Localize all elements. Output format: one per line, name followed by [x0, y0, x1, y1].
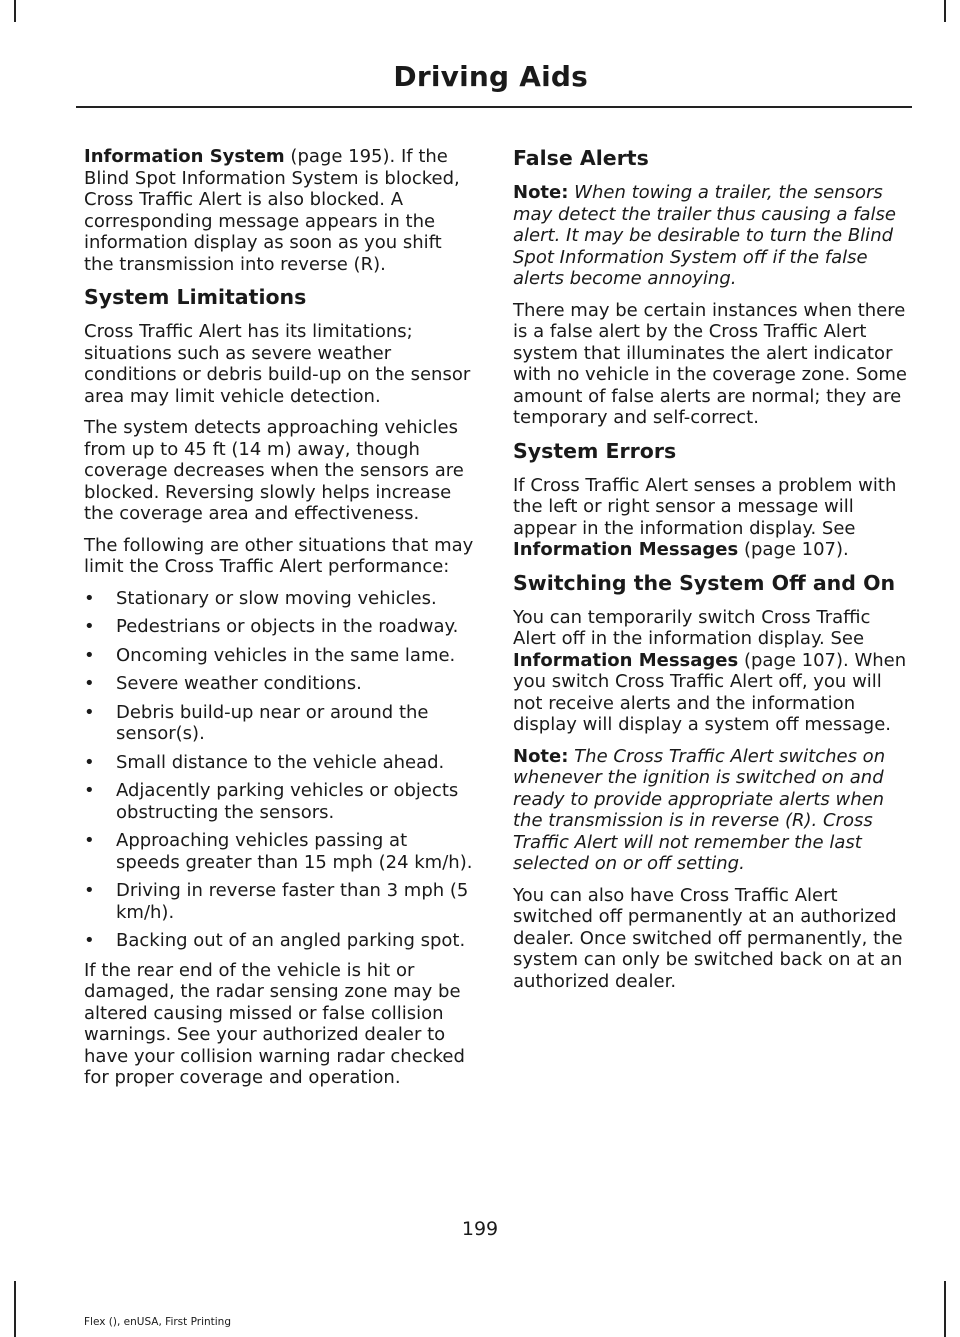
left-column: [84, 146, 476, 1099]
limitations-list: [84, 588, 476, 952]
section-heading-switching: Switching the System Off and On: [513, 570, 896, 595]
switching-ref-link[interactable]: Information Messages: [513, 649, 739, 671]
list-item: • Approaching vehicles passing at speeds greater than 15 mph (24 km/h).: [84, 830, 473, 873]
list-item: • Oncoming vehicles in the same lame.: [84, 644, 456, 666]
false-alerts-p1: There may be certain instances when there is a false alert by the Cross Traffic Alert system that illuminates the alert indicator with no vehicle in the coverage zone. Some amount of false alerts are normal; they are temporary and self-correct.: [513, 299, 907, 428]
list-item: • Debris build-up near or around the sensor(s).: [84, 701, 429, 744]
crop-mark-bottom-left-v: [14, 1281, 16, 1337]
section-heading-errors: System Errors: [513, 438, 677, 463]
list-item: • Adjacently parking vehicles or objects obstructing the sensors.: [84, 780, 459, 823]
limitations-p3: The following are other situations that may limit the Cross Traffic Alert performance:: [84, 534, 474, 577]
list-item: • Severe weather conditions.: [84, 673, 362, 694]
list-item: • Small distance to the vehicle ahead.: [84, 751, 445, 773]
list-item: • Stationary or slow moving vehicles.: [84, 587, 437, 609]
errors-ref-link[interactable]: Information Messages: [513, 539, 739, 560]
crop-mark-top-right-v: [944, 0, 946, 22]
limitations-p1: Cross Traffic Alert has its limitations; situations such as severe weather conditions or debris build-up on the sensor area may limit vehicle detection.: [84, 321, 471, 407]
crop-mark-bottom-right-v: [944, 1281, 946, 1337]
limitations-p4: If the rear end of the vehicle is hit or damaged, the radar sensing zone may be altered causing missed or false collision warnings. See your authorized dealer to have your collision warning radar checked for proper coverage and operation.: [84, 959, 465, 1088]
list-item: • Pedestrians or objects in the roadway.: [84, 616, 459, 637]
errors-p1: If Cross Traffic Alert senses a problem with the left or right sensor a message will appear in the information display. See Information Messages (page 107).: [513, 474, 897, 560]
page-number: 199: [461, 1218, 499, 1240]
list-item: • Backing out of an angled parking spot.: [84, 930, 466, 951]
switching-p1: You can temporarily switch Cross Traffic Alert off in the information display. See Information Messages (page 107). When you switch Cross Traffic Alert off, you will not receive alerts and the information display will display a system off message.: [513, 606, 907, 735]
section-heading-false-alerts: False Alerts: [513, 146, 649, 170]
switching-note: Note: The Cross Traffic Alert switches on whenever the ignition is switched on and ready to provide appropriate alerts when the transmission is in reverse (R). Cross Traffic Alert will not remember the last selected on or off setting.: [513, 745, 886, 874]
section-heading-limitations: System Limitations: [84, 285, 307, 309]
page-title: Driving Aids: [393, 60, 588, 93]
list-item: • Driving in reverse faster than 3 mph (5 km/h).: [84, 880, 469, 923]
intro-ref-link[interactable]: Information System: [84, 146, 285, 167]
crop-mark-top-left-v: [14, 0, 16, 22]
header-divider: [76, 106, 912, 108]
false-alerts-note: Note: When towing a trailer, the sensors may detect the trailer thus causing a false alert. It may be desirable to turn the Blind Spot Information System off if the false alerts become annoying.: [513, 182, 897, 289]
limitations-p2: The system detects approaching vehicles from up to 45 ft (14 m) away, though coverage decreases when the sensors are blocked. Reversing slowly helps increase the coverage area and effectiveness.: [84, 417, 464, 524]
switching-p2: You can also have Cross Traffic Alert switched off permanently at an authorized dealer. Once switched off permanently, the system can only be switched back on at an authorized dealer.: [513, 884, 903, 992]
footer-text: Flex (), enUSA, First Printing: [84, 1316, 231, 1328]
right-column: [513, 146, 909, 1002]
intro-paragraph: Information System (page 195). If the Blind Spot Information System is blocked, Cross Traffic Alert is also blocked. A corresponding message appears in the information display as soon as you shift the transmission into reverse (R).: [84, 146, 460, 275]
